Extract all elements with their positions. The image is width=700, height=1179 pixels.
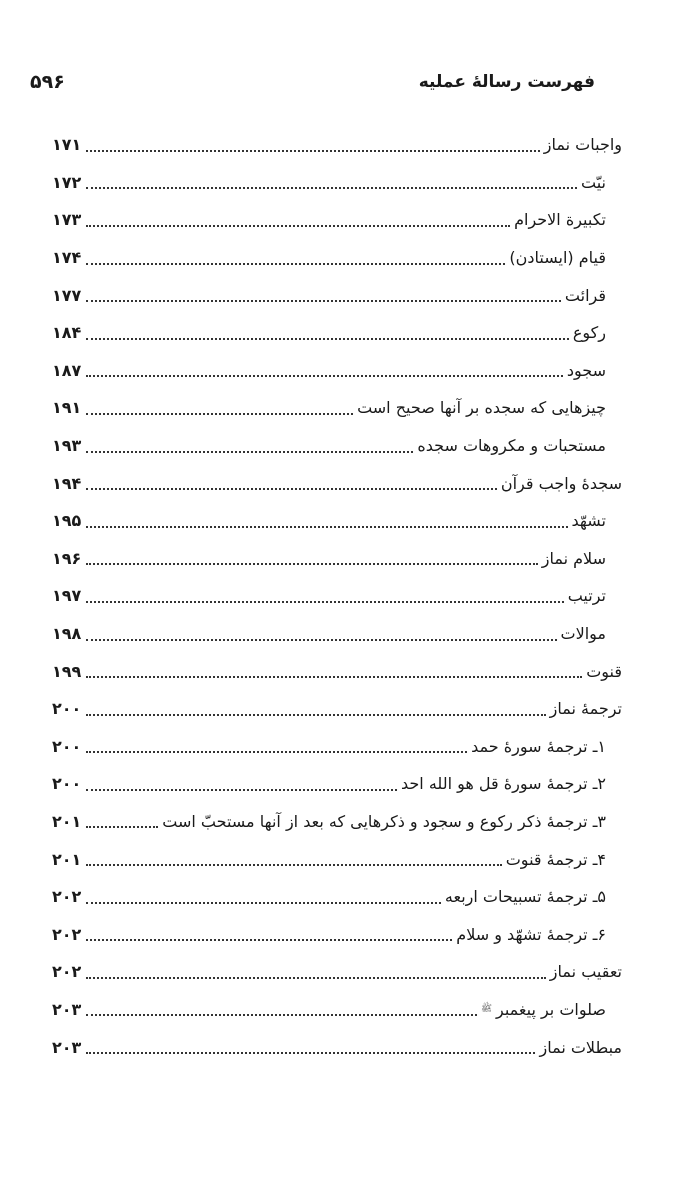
toc-entry [52,389,622,427]
honorific-seal-icon: ﷺ [481,1004,492,1015]
dot-leader [86,413,353,415]
toc-entry-page-number: ۱۷۷ [52,285,82,305]
toc-entry-title: سجدهٔ واجب قرآن [500,473,622,493]
toc-entry-page-number: ۲۰۱ [52,811,82,831]
toc-entry [52,201,622,239]
toc-entry-title: ۳ـ ترجمهٔ ذکر رکوع و سجود و ذکرهایی که بعد از آنها مستحبّ است [162,811,606,831]
toc-entry-title: چیزهایی که سجده بر آنها صحیح است [357,398,606,418]
toc-entry-title: ۶ـ ترجمهٔ تشهّد و سلام [456,924,606,944]
toc-entry [52,239,622,277]
toc-entry [52,1028,622,1066]
toc-entry-page-number: ۱۸۴ [52,323,82,343]
toc-entry-title: صلوات بر پیغمبر [495,999,606,1019]
dot-leader [86,563,538,565]
toc-entry-title: ۲ـ ترجمهٔ سورهٔ قل هو الله احد [401,774,606,794]
toc-entry [52,276,622,314]
running-title: فهرست رسالهٔ عملیه [418,72,595,92]
toc-entry [52,878,622,916]
dot-leader [86,751,467,753]
dot-leader [86,338,569,340]
toc-entry [52,765,622,803]
dot-leader [86,902,441,904]
toc-entry [52,427,622,465]
dot-leader [86,1014,477,1016]
toc-entry-page-number: ۱۹۷ [52,586,82,606]
toc-entry [52,164,622,202]
toc-entry-page-number: ۲۰۲ [52,924,82,944]
toc-entry [52,728,622,766]
toc-entry-page-number: ۱۹۶ [52,548,82,568]
toc-entry-page-number: ۲۰۲ [52,887,82,907]
dot-leader [86,375,563,377]
dot-leader [86,488,497,490]
toc-entry-page-number: ۲۰۳ [52,999,82,1019]
toc-entry-page-number: ۲۰۲ [52,962,82,982]
toc-entry [52,464,622,502]
toc-entry-title: قنوت [586,661,622,681]
toc-entry-title: نیّت [581,172,606,192]
toc-entry-page-number: ۱۹۴ [52,473,82,493]
dot-leader [86,864,502,866]
dot-leader [86,977,546,979]
toc-entry [52,840,622,878]
toc-entry [52,915,622,953]
dot-leader [86,263,505,265]
table-of-contents [52,126,622,1066]
toc-entry-title: مبطلات نماز [539,1037,622,1057]
dot-leader [86,451,413,453]
toc-entry-title: تکبیرة الاحرام [514,210,606,230]
dot-leader [86,789,397,791]
dot-leader [86,676,582,678]
toc-entry-page-number: ۲۰۰ [52,774,82,794]
toc-entry-page-number: ۲۰۳ [52,1037,82,1057]
dot-leader [86,150,540,152]
dot-leader [86,714,546,716]
toc-entry-page-number: ۱۷۴ [52,248,82,268]
toc-entry-page-number: ۱۹۸ [52,624,82,644]
toc-entry-title: سلام نماز [541,548,606,568]
toc-entry [52,577,622,615]
toc-entry-page-number: ۲۰۰ [52,699,82,719]
toc-entry [52,615,622,653]
toc-entry-title: تعقیب نماز [549,962,622,982]
dot-leader [86,939,452,941]
toc-entry-title: موالات [560,624,606,644]
dot-leader [86,225,510,227]
toc-entry [52,803,622,841]
toc-entry-page-number: ۱۷۱ [52,135,82,155]
dot-leader [86,300,561,302]
toc-entry [52,314,622,352]
toc-entry-page-number: ۱۸۷ [52,360,82,380]
toc-entry-title: سجود [566,360,606,380]
toc-entry [52,126,622,164]
toc-entry-title: رکوع [572,323,606,343]
toc-entry-page-number: ۱۹۹ [52,661,82,681]
dot-leader [86,1052,535,1054]
toc-entry-title: ۵ـ ترجمهٔ تسبیحات اربعه [444,887,606,907]
toc-entry-title: تشهّد [571,511,606,531]
toc-entry-title: ۱ـ ترجمهٔ سورهٔ حمد [471,736,606,756]
dot-leader [86,601,564,603]
toc-entry-page-number: ۱۹۳ [52,436,82,456]
dot-leader [86,187,577,189]
dot-leader [86,639,557,641]
toc-entry [52,690,622,728]
toc-entry-title: مستحبات و مکروهات سجده [417,436,606,456]
toc-entry-page-number: ۱۷۳ [52,210,82,230]
toc-entry [52,540,622,578]
dot-leader [86,526,568,528]
toc-entry-page-number: ۱۹۱ [52,398,82,418]
toc-entry [52,953,622,991]
dot-leader [86,826,158,828]
toc-entry [52,991,622,1029]
toc-entry-page-number: ۲۰۱ [52,849,82,869]
page-header [30,62,595,102]
toc-entry-title: قرائت [564,285,606,305]
toc-entry-title: ۴ـ ترجمهٔ قنوت [505,849,606,869]
toc-entry-page-number: ۲۰۰ [52,736,82,756]
toc-entry [52,652,622,690]
toc-entry [52,352,622,390]
toc-entry-title: ترتیب [567,586,606,606]
toc-entry-title: ترجمهٔ نماز [549,699,622,719]
toc-entry [52,502,622,540]
toc-entry-page-number: ۱۷۲ [52,172,82,192]
toc-entry-title: قیام (ایستادن) [509,248,606,268]
toc-entry-page-number: ۱۹۵ [52,511,82,531]
page-number: ۵۹۶ [30,71,65,93]
toc-entry-title: واجبات نماز [543,135,622,155]
